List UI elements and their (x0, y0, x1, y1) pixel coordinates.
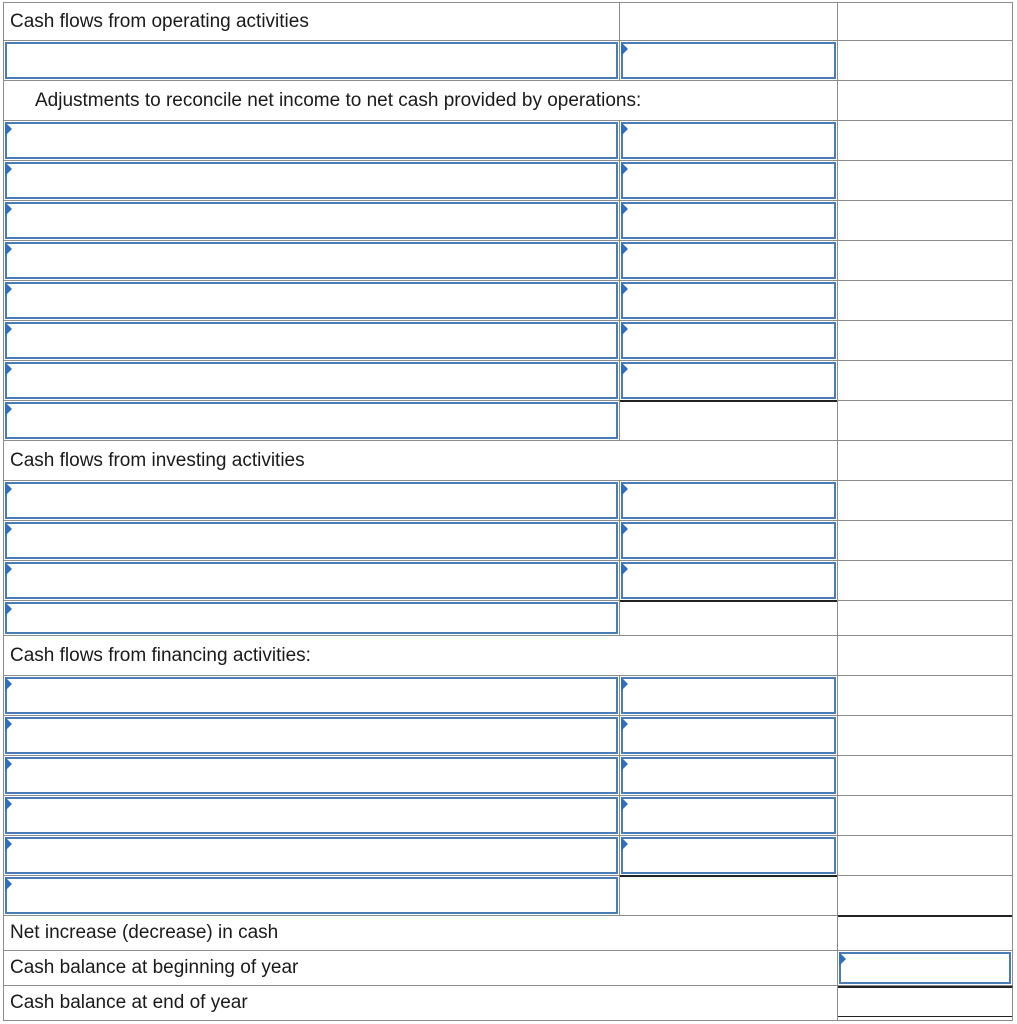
empty-cell (838, 836, 1013, 876)
empty-cell (838, 521, 1013, 561)
net-change-label: Net increase (decrease) in cash (3, 916, 838, 951)
row-end-balance (3, 986, 1013, 1021)
operating-total-label-input[interactable] (5, 402, 618, 439)
financing-row (3, 796, 1013, 836)
empty-cell (838, 481, 1013, 521)
empty-cell (838, 361, 1013, 401)
investing-title: Cash flows from investing activities (3, 441, 838, 481)
adjustment-amount-input[interactable] (621, 162, 836, 199)
adjustment-amount-input[interactable] (621, 242, 836, 279)
empty-cell (838, 716, 1013, 756)
adjustment-amount-input[interactable] (621, 202, 836, 239)
adjustment-amount-input[interactable] (621, 362, 836, 399)
end-balance-label: Cash balance at end of year (3, 986, 838, 1021)
empty-cell (838, 561, 1013, 601)
row-net-income (3, 41, 1013, 81)
subtotal-line (620, 400, 837, 402)
financing-label-input[interactable] (5, 677, 618, 714)
operating-total-cell (838, 401, 1013, 441)
financing-amount-input[interactable] (621, 717, 836, 754)
subtotal-line (620, 600, 837, 602)
adjustment-row (3, 121, 1013, 161)
financing-amount-input[interactable] (621, 757, 836, 794)
financing-amount-input[interactable] (621, 677, 836, 714)
financing-amount-input[interactable] (621, 837, 836, 874)
double-underline (838, 1016, 1012, 1017)
begin-balance-label: Cash balance at beginning of year (3, 951, 838, 986)
investing-row (3, 521, 1013, 561)
adjustment-row (3, 361, 1013, 401)
row-operating-total (3, 401, 1013, 441)
begin-balance-input[interactable] (839, 952, 1011, 984)
empty-cell (838, 321, 1013, 361)
net-change-cell (838, 916, 1013, 951)
empty-cell (838, 41, 1013, 81)
financing-title: Cash flows from financing activities: (3, 636, 838, 676)
financing-label-input[interactable] (5, 717, 618, 754)
empty-cell (838, 676, 1013, 716)
row-net-change (3, 916, 1013, 951)
adjustment-row (3, 241, 1013, 281)
financing-row (3, 716, 1013, 756)
row-investing-title (3, 441, 1013, 481)
adjustment-row (3, 201, 1013, 241)
row-begin-balance (3, 951, 1013, 986)
investing-label-input[interactable] (5, 522, 618, 559)
adjustment-row (3, 161, 1013, 201)
investing-label-input[interactable] (5, 482, 618, 519)
financing-row (3, 836, 1013, 876)
adjustment-label-input[interactable] (5, 202, 618, 239)
adjustment-label-input[interactable] (5, 322, 618, 359)
financing-label-input[interactable] (5, 837, 618, 874)
row-investing-total (3, 601, 1013, 636)
investing-total-cell (838, 601, 1013, 636)
adjustment-amount-input[interactable] (621, 282, 836, 319)
investing-amount-input[interactable] (621, 562, 836, 599)
adjustment-label-input[interactable] (5, 282, 618, 319)
investing-row (3, 561, 1013, 601)
end-balance-cell (838, 986, 1013, 1021)
adjustment-label-input[interactable] (5, 122, 618, 159)
financing-label-input[interactable] (5, 757, 618, 794)
empty-cell (838, 2, 1013, 41)
row-financing-total (3, 876, 1013, 916)
empty-cell (838, 796, 1013, 836)
row-financing-title (3, 636, 1013, 676)
investing-amount-input[interactable] (621, 482, 836, 519)
empty-cell (838, 756, 1013, 796)
adjustment-row (3, 281, 1013, 321)
net-income-label-input[interactable] (5, 42, 618, 79)
adjustment-amount-input[interactable] (621, 122, 836, 159)
empty-cell (838, 441, 1013, 481)
investing-total-label-input[interactable] (5, 602, 618, 634)
empty-cell (838, 121, 1013, 161)
empty-cell (838, 636, 1013, 676)
financing-label-input[interactable] (5, 797, 618, 834)
empty-cell (838, 81, 1013, 121)
empty-cell (838, 201, 1013, 241)
adjustment-row (3, 321, 1013, 361)
empty-cell (620, 2, 838, 41)
cash-flow-statement-sheet (3, 2, 1013, 1021)
operating-title: Cash flows from operating activities (3, 2, 620, 41)
row-adjustments-title (3, 81, 1013, 121)
financing-total-label-input[interactable] (5, 877, 618, 914)
investing-row (3, 481, 1013, 521)
financing-total-cell (838, 876, 1013, 916)
empty-cell (838, 241, 1013, 281)
investing-label-input[interactable] (5, 562, 618, 599)
adjustments-title: Adjustments to reconcile net income to net cash provided by operations: (3, 81, 838, 121)
investing-amount-input[interactable] (621, 522, 836, 559)
total-line (838, 915, 1012, 917)
financing-amount-input[interactable] (621, 797, 836, 834)
empty-cell (838, 161, 1013, 201)
row-operating-title (3, 2, 1013, 41)
subtotal-line (620, 875, 837, 877)
adjustment-label-input[interactable] (5, 362, 618, 399)
financing-row (3, 756, 1013, 796)
net-income-amount-input[interactable] (621, 42, 836, 79)
adjustment-label-input[interactable] (5, 162, 618, 199)
empty-cell (838, 281, 1013, 321)
adjustment-amount-input[interactable] (621, 322, 836, 359)
financing-row (3, 676, 1013, 716)
adjustment-label-input[interactable] (5, 242, 618, 279)
